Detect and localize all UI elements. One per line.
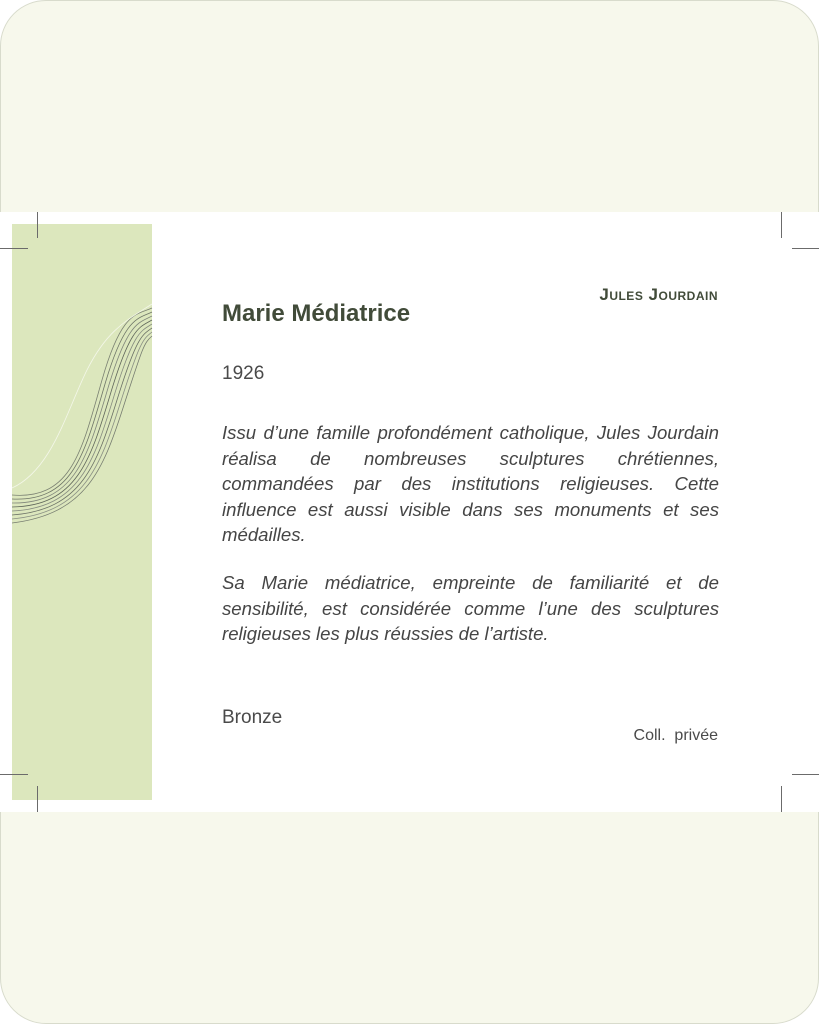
crop-mark	[0, 774, 28, 775]
crop-mark	[781, 786, 782, 812]
crop-mark	[781, 212, 782, 238]
description-paragraph: Issu d’une famille profondément catholique, Jules Jourdain réalisa de nombreuses sculptures chrétiennes, commandées par des institutions religieuses. Cette influence est aussi visible dans ses monuments et ses médailles.	[222, 422, 719, 545]
crop-mark	[37, 786, 38, 812]
artist-name: Jules Jourdain	[599, 285, 718, 304]
artwork-material: Bronze	[222, 707, 283, 728]
decorative-wave-lines	[12, 300, 154, 530]
description-paragraph: Sa Marie médiatrice, empreinte de familiarité et de sensibilité, est considérée comme l’une des sculptures religieuses les plus réussies de l’artiste.	[222, 572, 719, 644]
crop-mark	[37, 212, 38, 238]
artwork-year: 1926	[222, 363, 265, 384]
collection-credit: Coll. privée	[633, 727, 718, 744]
crop-mark	[792, 248, 819, 249]
artwork-title: Marie Médiatrice	[222, 300, 411, 327]
crop-mark	[0, 248, 28, 249]
crop-mark	[792, 774, 819, 775]
